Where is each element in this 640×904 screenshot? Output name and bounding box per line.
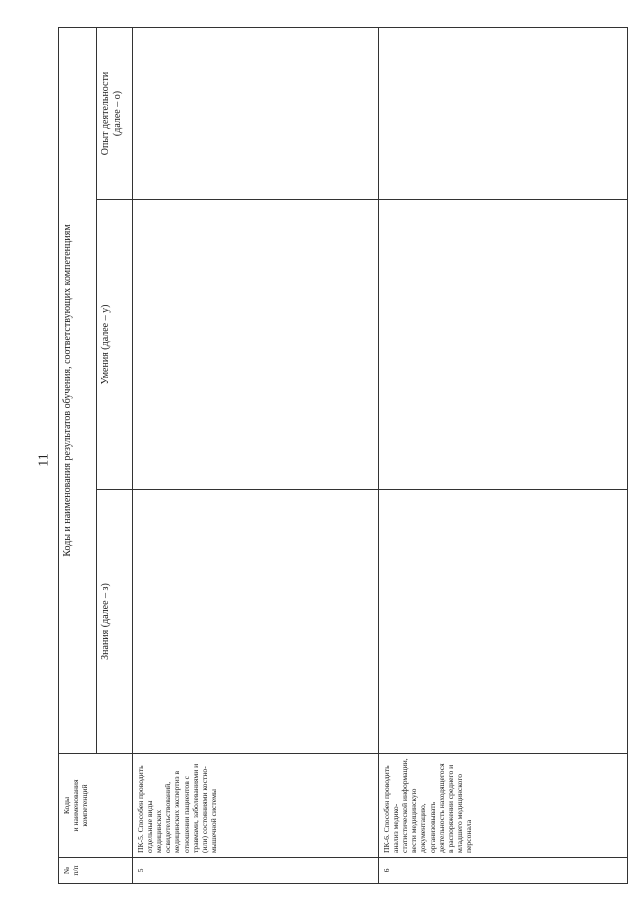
header-skills: Умения (далее – у) [97,200,133,490]
page-number: 11 [36,453,52,467]
row-skills [133,200,379,490]
header-competency: Коды и наименования компетенций [59,754,133,858]
rotated-page [58,28,628,884]
row-experience [379,27,628,199]
header-group-title: Коды и наименования результатов обучения, соответствующих компетенциям [59,27,97,753]
row-knowledge [133,490,379,754]
row-skills [379,200,628,490]
row-competency: ПК-5. Способен проводить отдельные виды медицинских освидетельствований, медицинских экспертиз в отношении пациентов с травмами, заболеваниями и (или) состояниями костно-мышечной системы [133,754,379,858]
row-competency: ПК-6. Способен проводить анализ медико-статистической информации, вести медицинскую документацию, организовывать деятельность находящегося в распоряжении среднего и младшего медицинского персонала [379,754,628,858]
row-num: 5 [133,858,379,884]
table-row [379,27,628,883]
row-experience [133,27,379,199]
competency-table [58,27,628,884]
header-num: № п/п [59,858,133,884]
row-knowledge [379,490,628,754]
row-num: 6 [379,858,628,884]
table-row [133,27,379,883]
header-experience: Опыт деятельности (далее – о) [97,27,133,199]
header-knowledge: Знания (далее – з) [97,490,133,754]
